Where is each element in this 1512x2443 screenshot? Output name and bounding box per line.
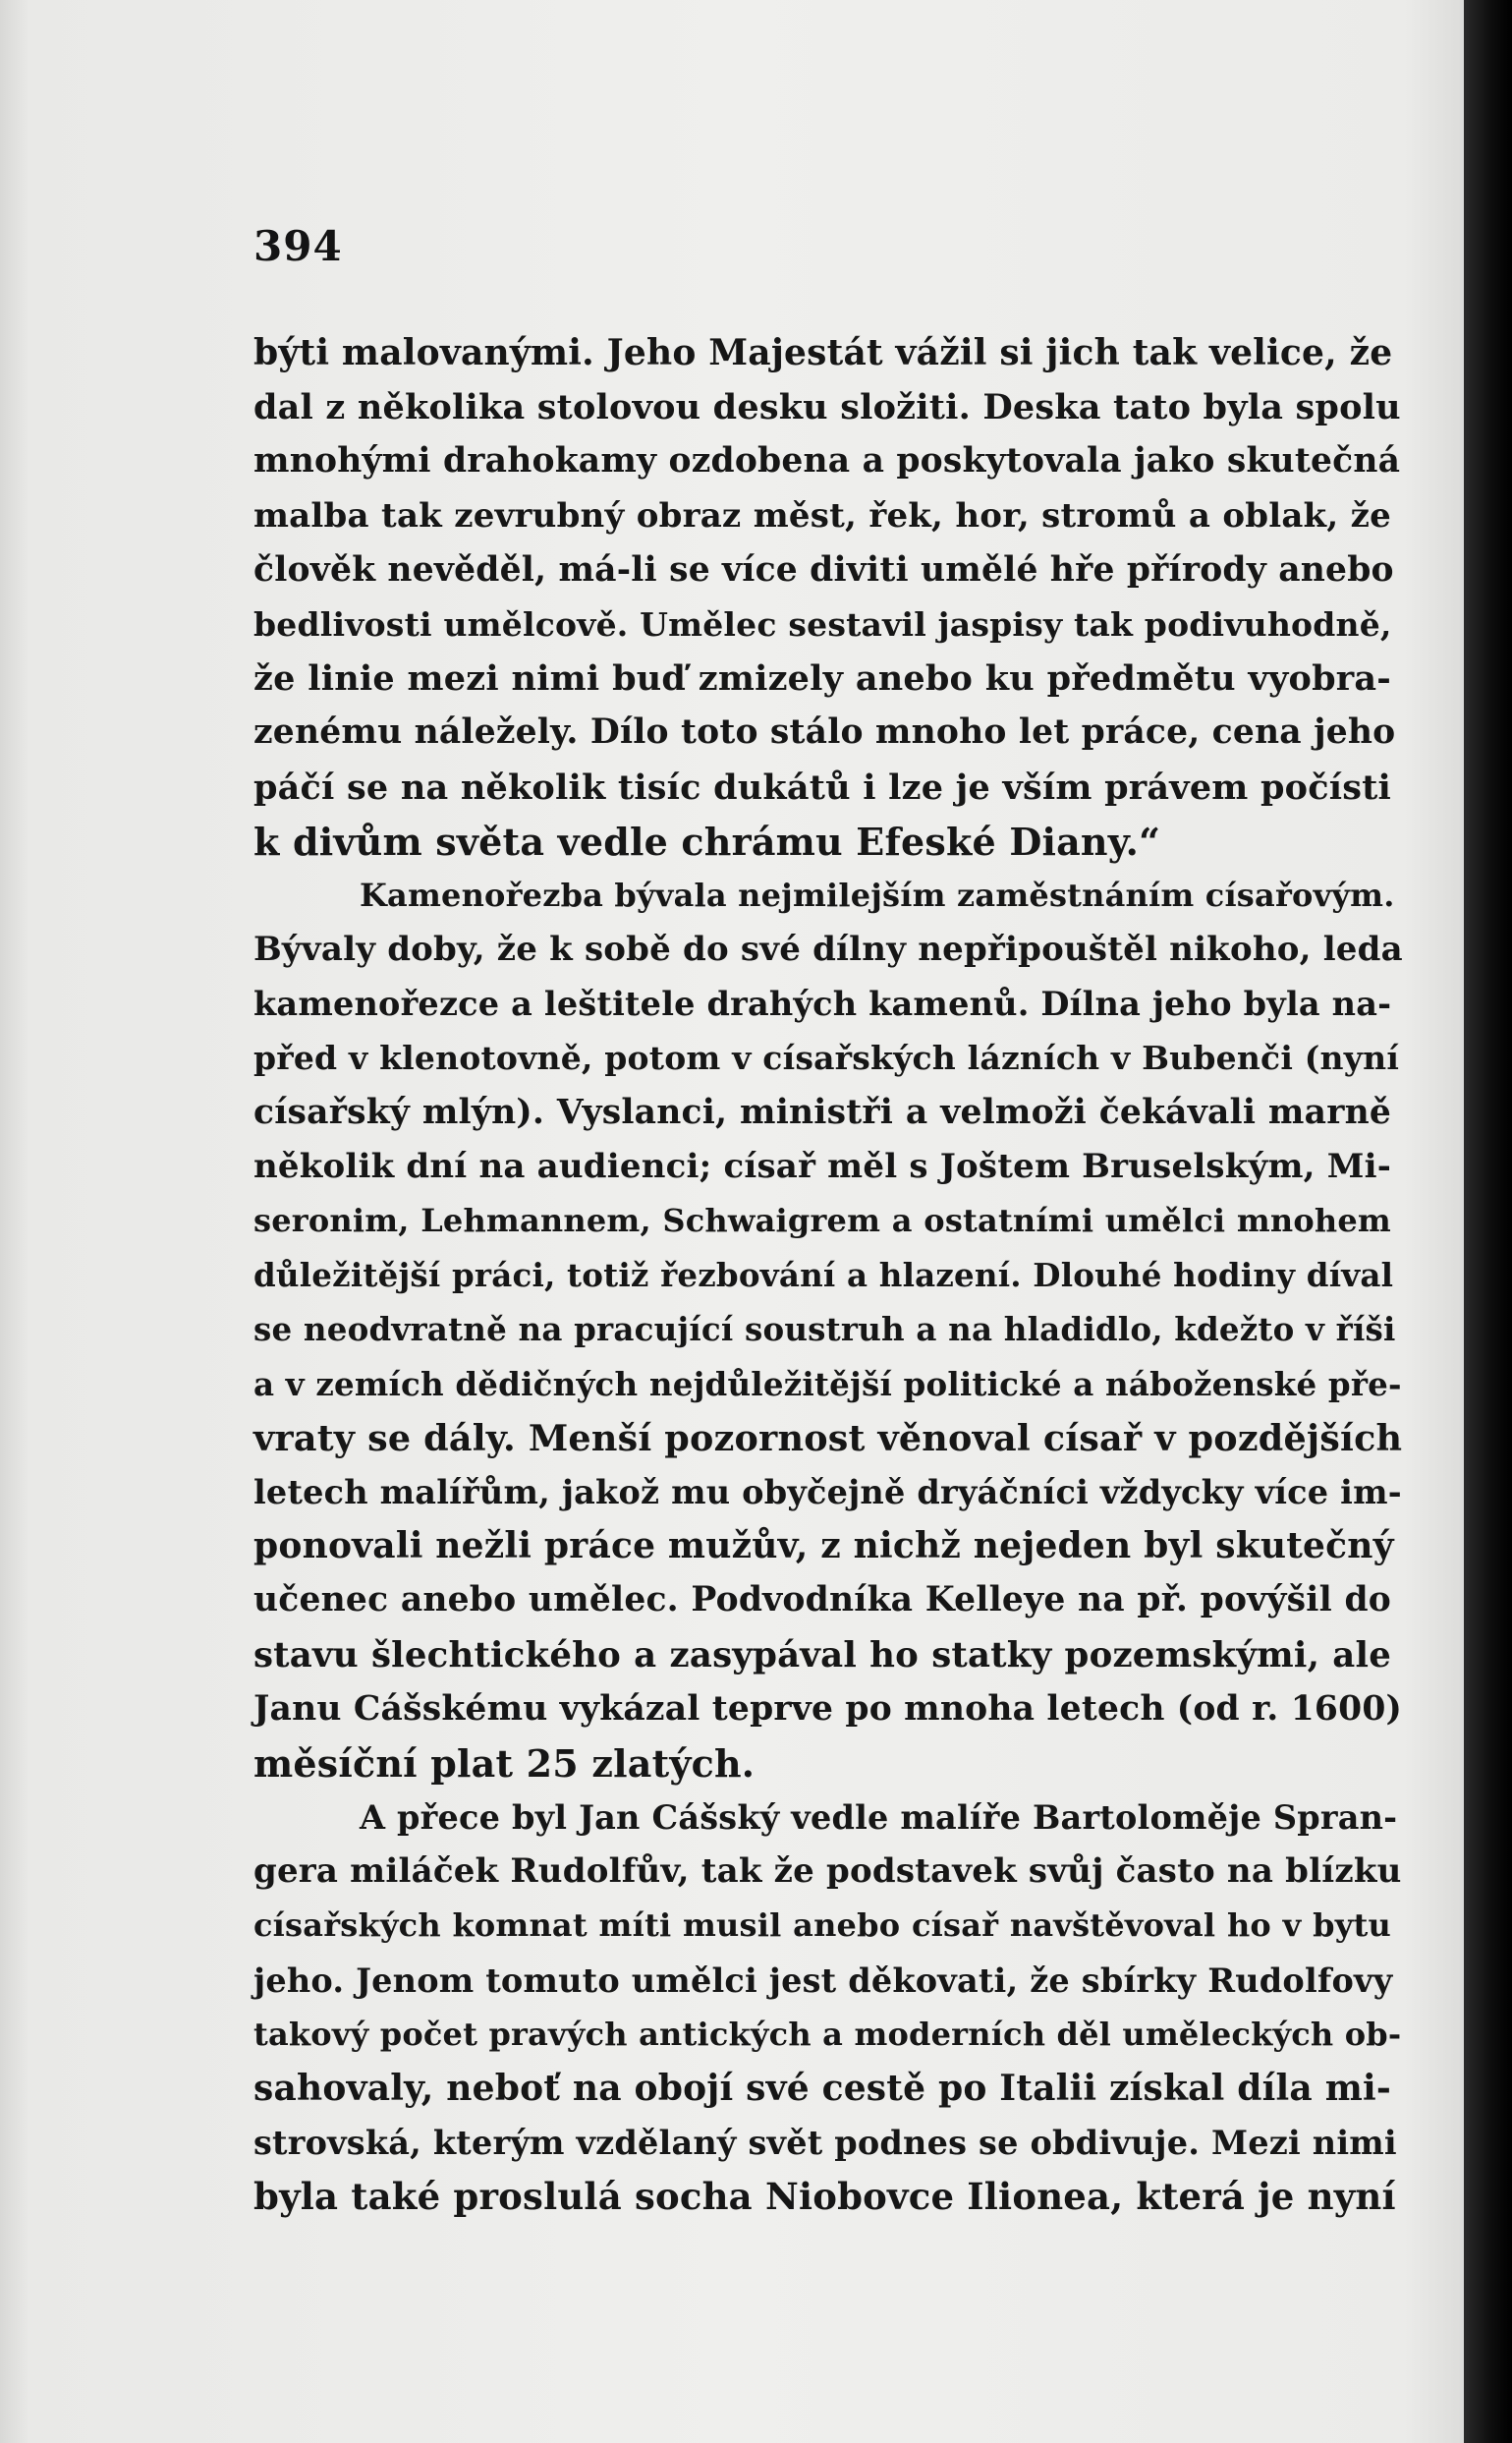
text-line: k divům světa vedle chrámu Efeské Diany.“ <box>253 819 1161 864</box>
text-line: že linie mezi nimi buď zmizely anebo ku předmětu vyobra- <box>253 658 1391 700</box>
text-line: před v klenotovně, potom v císařských lázních v Bubenči (nyní <box>253 1039 1400 1078</box>
text-line: ponovali nežli práce mužův, z nichž nejeden byl skutečný <box>253 1525 1394 1567</box>
text-line: Janu Cášskému vykázal teprve po mnoha letech (od r. 1600) <box>253 1688 1403 1729</box>
text-line: stavu šlechtického a zasypával ho statky pozemskými, ale <box>253 1634 1391 1676</box>
text-line: důležitější práci, totiž řezbování a hlazení. Dlouhé hodiny díval <box>253 1256 1394 1295</box>
paragraph-start-line: Kamenořezba bývala nejmilejším zaměstnáním císařovým. <box>360 876 1395 914</box>
text-line: strovská, kterým vzdělaný svět podnes se obdivuje. Mezi nimi <box>253 2124 1397 2163</box>
page-edge-shadow <box>1464 0 1512 2443</box>
text-line: a v zemích dědičných nejdůležitější politické a náboženské pře- <box>253 1364 1402 1403</box>
text-line: císařský mlýn). Vyslanci, ministři a velmoži čekávali marně <box>253 1092 1391 1132</box>
text-line: učenec anebo umělec. Podvodníka Kelleye na př. povýšil do <box>253 1580 1391 1620</box>
text-line: se neodvratně na pracující soustruh a na hladidlo, kdežto v říši <box>253 1310 1396 1349</box>
text-line: Bývaly doby, že k sobě do své dílny nepřipouštěl nikoho, leda <box>253 930 1403 970</box>
paragraph-start-line: A přece byl Jan Cášský vedle malíře Bartoloměje Spran- <box>360 1798 1398 1838</box>
page-number: 394 <box>253 222 343 270</box>
text-line: takový počet pravých antických a moderních děl uměleckých ob- <box>253 2015 1402 2053</box>
text-line: člověk nevěděl, má-li se více diviti umělé hře přírody anebo <box>253 549 1394 590</box>
text-line: zenému náležely. Dílo toto stálo mnoho let práce, cena jeho <box>253 712 1396 753</box>
text-line: vraty se dály. Menší pozornost věnoval císař v pozdějších <box>253 1416 1403 1459</box>
text-line: býti malovanými. Jeho Majestát vážil si jich tak velice, že <box>253 332 1393 373</box>
text-line: páčí se na několik tisíc dukátů i lze je vším právem počísti <box>253 767 1391 808</box>
text-line: gera miláček Rudolfův, tak že podstavek svůj často na blízku <box>253 1851 1402 1892</box>
body-text <box>253 326 1403 2225</box>
text-line: malba tak zevrubný obraz měst, řek, hor, stromů a oblak, že <box>253 495 1391 536</box>
text-line: seronim, Lehmannem, Schwaigrem a ostatními umělci mnohem <box>253 1202 1391 1239</box>
text-line: sahovaly, neboť na obojí své cestě po Italii získal díla mi- <box>253 2068 1391 2109</box>
text-line: dal z několika stolovou desku složiti. Deska tato byla spolu <box>253 387 1401 428</box>
text-line: letech malířům, jakož mu obyčejně dryáčníci vždycky více im- <box>253 1472 1402 1511</box>
text-line: měsíční plat 25 zlatých. <box>253 1740 756 1786</box>
text-line: jeho. Jenom tomuto umělci jest děkovati, že sbírky Rudolfovy <box>253 1960 1393 2000</box>
text-line: mnohými drahokamy ozdobena a poskytovala jako skutečná <box>253 441 1401 482</box>
text-line: císařských komnat míti musil anebo císař navštěvoval ho v bytu <box>253 1906 1391 1945</box>
text-line: bedlivosti umělcově. Umělec sestavil jaspisy tak podivuhodně, <box>253 604 1392 644</box>
text-line: byla také proslulá socha Niobovce Ilionea, která je nyní <box>253 2175 1396 2219</box>
text-line: kamenořezce a leštitele drahých kamenů. Dílna jeho byla na- <box>253 985 1392 1024</box>
text-line: několik dní na audienci; císař měl s Joštem Bruselským, Mi- <box>253 1146 1392 1186</box>
